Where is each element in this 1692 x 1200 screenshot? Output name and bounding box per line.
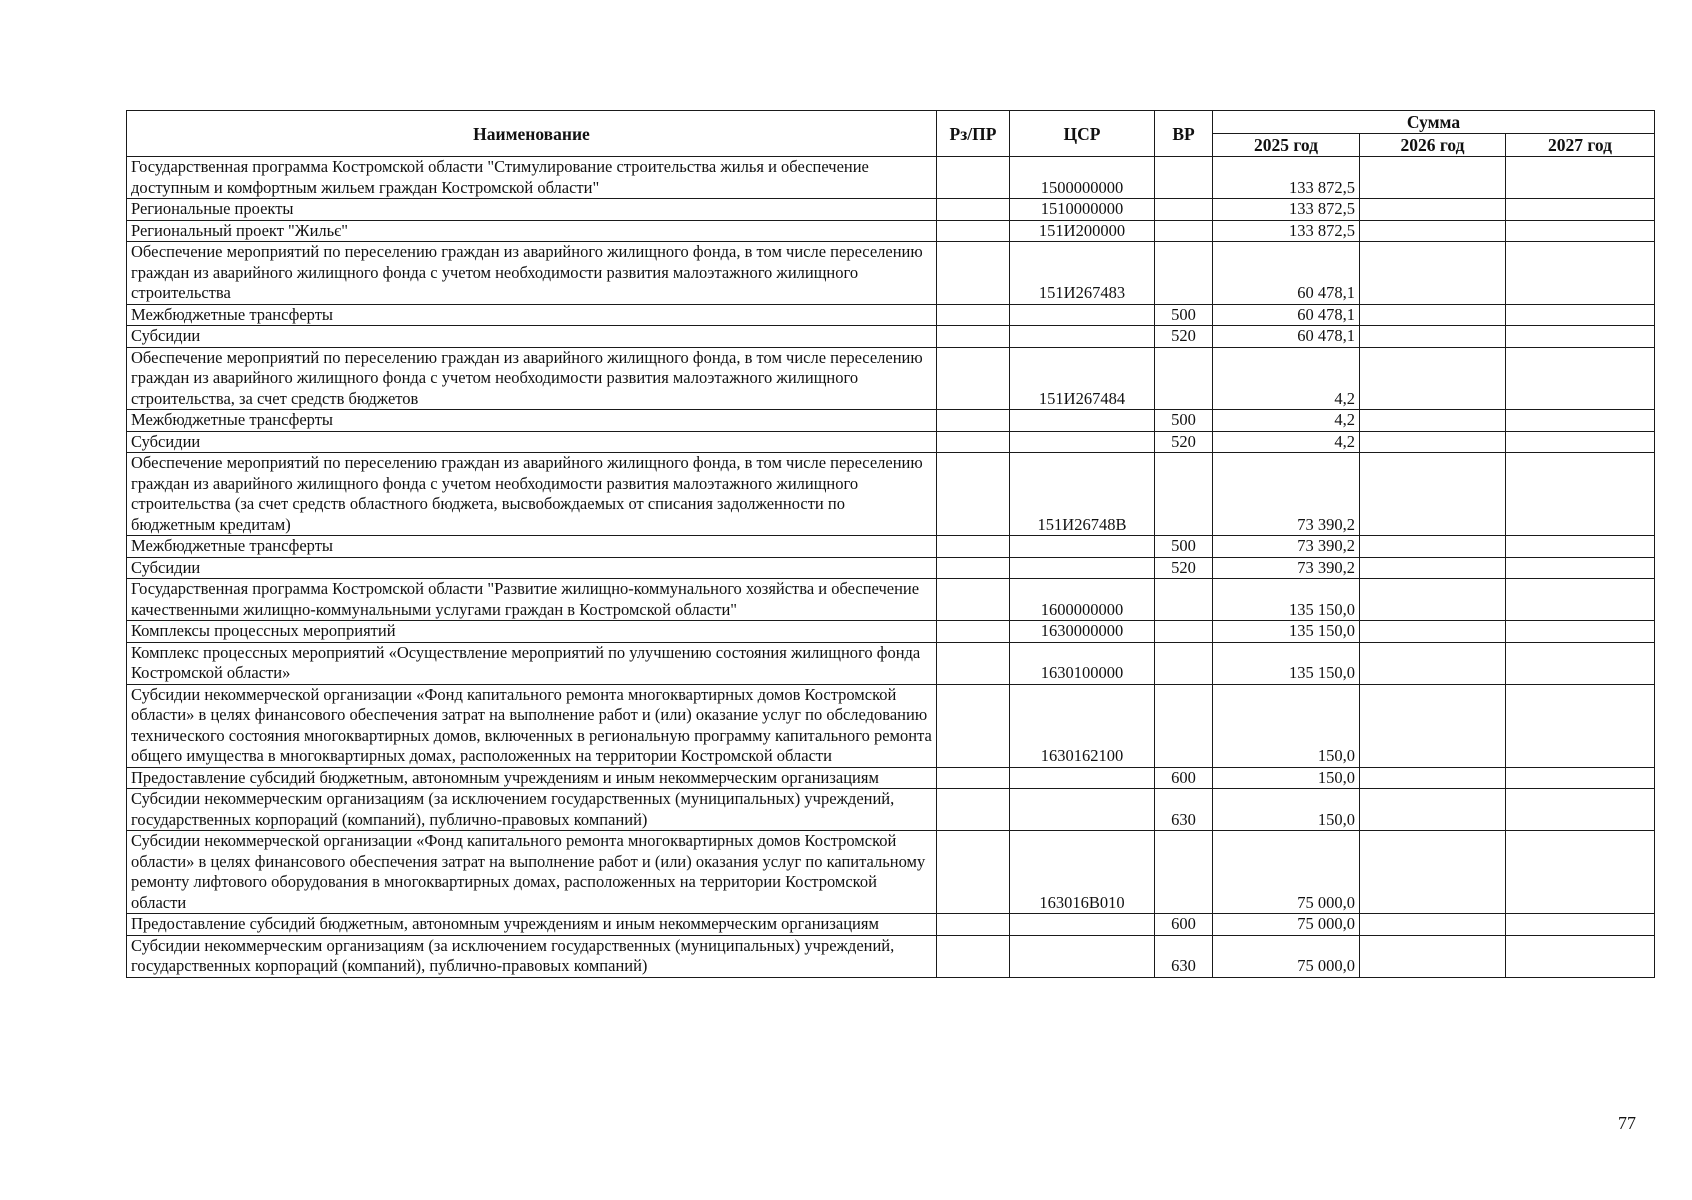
cell-2026 — [1360, 242, 1506, 305]
cell-vr — [1155, 453, 1213, 536]
cell-2027 — [1506, 410, 1655, 432]
cell-2026 — [1360, 536, 1506, 558]
table-row — [127, 347, 1655, 410]
cell-rzpr — [937, 642, 1010, 684]
cell-name: Межбюджетные трансферты — [127, 410, 937, 432]
cell-name: Комплекс процессных мероприятий «Осуществление мероприятий по улучшению состояния жилищного фонда Костромской области» — [127, 642, 937, 684]
cell-2026 — [1360, 220, 1506, 242]
cell-vr — [1155, 347, 1213, 410]
cell-name: Предоставление субсидий бюджетным, автономным учреждениям и иным некоммерческим организациям — [127, 767, 937, 789]
cell-vr: 500 — [1155, 304, 1213, 326]
cell-2026 — [1360, 157, 1506, 199]
cell-2026 — [1360, 789, 1506, 831]
cell-2025: 133 872,5 — [1213, 157, 1360, 199]
cell-2026 — [1360, 579, 1506, 621]
cell-2025: 133 872,5 — [1213, 220, 1360, 242]
cell-2026 — [1360, 453, 1506, 536]
cell-2027 — [1506, 579, 1655, 621]
cell-rzpr — [937, 347, 1010, 410]
cell-csr — [1010, 410, 1155, 432]
cell-csr — [1010, 767, 1155, 789]
cell-2027 — [1506, 242, 1655, 305]
cell-name: Обеспечение мероприятий по переселению граждан из аварийного жилищного фонда, в том числе переселению граждан из аварийного жилищного фонда с учетом необходимости развития малоэтажного жилищного строительства — [127, 242, 937, 305]
cell-csr — [1010, 431, 1155, 453]
cell-name: Региональный проект "Жильє" — [127, 220, 937, 242]
cell-rzpr — [937, 831, 1010, 914]
table-row — [127, 157, 1655, 199]
cell-2026 — [1360, 684, 1506, 767]
cell-name: Межбюджетные трансферты — [127, 304, 937, 326]
cell-2025: 75 000,0 — [1213, 914, 1360, 936]
cell-name: Субсидии — [127, 431, 937, 453]
cell-rzpr — [937, 453, 1010, 536]
cell-2027 — [1506, 347, 1655, 410]
cell-csr — [1010, 789, 1155, 831]
cell-csr — [1010, 536, 1155, 558]
cell-vr — [1155, 684, 1213, 767]
cell-csr: 1510000000 — [1010, 199, 1155, 221]
cell-vr — [1155, 831, 1213, 914]
cell-rzpr — [937, 431, 1010, 453]
cell-csr: 151И267483 — [1010, 242, 1155, 305]
cell-name: Субсидии — [127, 326, 937, 348]
header-vr: ВР — [1155, 111, 1213, 157]
cell-2026 — [1360, 557, 1506, 579]
table-row — [127, 453, 1655, 536]
cell-2027 — [1506, 831, 1655, 914]
cell-csr: 151И200000 — [1010, 220, 1155, 242]
table-row — [127, 831, 1655, 914]
table-row — [127, 410, 1655, 432]
cell-2025: 4,2 — [1213, 431, 1360, 453]
cell-vr: 500 — [1155, 536, 1213, 558]
cell-name: Субсидии — [127, 557, 937, 579]
cell-csr — [1010, 304, 1155, 326]
cell-2027 — [1506, 621, 1655, 643]
table-row — [127, 684, 1655, 767]
cell-vr: 630 — [1155, 935, 1213, 977]
cell-2027 — [1506, 536, 1655, 558]
cell-csr — [1010, 935, 1155, 977]
cell-csr: 1500000000 — [1010, 157, 1155, 199]
header-year-2025: 2025 год — [1213, 134, 1360, 157]
cell-rzpr — [937, 579, 1010, 621]
cell-rzpr — [937, 935, 1010, 977]
cell-2026 — [1360, 304, 1506, 326]
cell-csr — [1010, 326, 1155, 348]
cell-2027 — [1506, 326, 1655, 348]
cell-2025: 4,2 — [1213, 347, 1360, 410]
header-row-1 — [127, 111, 1655, 134]
cell-2027 — [1506, 767, 1655, 789]
cell-vr: 520 — [1155, 557, 1213, 579]
cell-2025: 135 150,0 — [1213, 579, 1360, 621]
cell-2027 — [1506, 789, 1655, 831]
cell-2025: 60 478,1 — [1213, 304, 1360, 326]
cell-rzpr — [937, 326, 1010, 348]
cell-rzpr — [937, 410, 1010, 432]
cell-csr — [1010, 914, 1155, 936]
header-csr: ЦСР — [1010, 111, 1155, 157]
cell-csr: 1600000000 — [1010, 579, 1155, 621]
table-row — [127, 242, 1655, 305]
cell-2026 — [1360, 347, 1506, 410]
cell-2026 — [1360, 621, 1506, 643]
cell-rzpr — [937, 199, 1010, 221]
cell-2025: 60 478,1 — [1213, 242, 1360, 305]
cell-csr: 151И267484 — [1010, 347, 1155, 410]
table-row — [127, 536, 1655, 558]
header-year-2027: 2027 год — [1506, 134, 1655, 157]
cell-name: Обеспечение мероприятий по переселению граждан из аварийного жилищного фонда, в том числе переселению граждан из аварийного жилищного фонда с учетом необходимости развития малоэтажного жилищного строительства (за счет средств областного бюджета, высвобождаемых от списания задолженности по бюджетным кредитам) — [127, 453, 937, 536]
table-row — [127, 304, 1655, 326]
cell-vr: 520 — [1155, 431, 1213, 453]
cell-2027 — [1506, 642, 1655, 684]
cell-2025: 73 390,2 — [1213, 536, 1360, 558]
table-row — [127, 935, 1655, 977]
table-row — [127, 621, 1655, 643]
header-name: Наименование — [127, 111, 937, 157]
cell-name: Субсидии некоммерческой организации «Фонд капитального ремонта многоквартирных домов Костромской области» в целях финансового обеспечения затрат на выполнение работ и (или) оказания услуг по капитальному ремонту лифтового оборудования в многоквартирных домах, расположенных на территории Костромской области — [127, 831, 937, 914]
cell-2026 — [1360, 326, 1506, 348]
cell-name: Государственная программа Костромской области "Стимулирование строительства жилья и обеспечение доступным и комфортным жильем граждан Костромской области" — [127, 157, 937, 199]
cell-name: Субсидии некоммерческим организациям (за исключением государственных (муниципальных) учреждений, государственных корпораций (компаний), публично-правовых компаний) — [127, 935, 937, 977]
cell-2026 — [1360, 642, 1506, 684]
cell-vr — [1155, 621, 1213, 643]
cell-vr: 600 — [1155, 914, 1213, 936]
cell-2025: 135 150,0 — [1213, 642, 1360, 684]
cell-rzpr — [937, 157, 1010, 199]
cell-2025: 133 872,5 — [1213, 199, 1360, 221]
table-row — [127, 326, 1655, 348]
cell-csr: 1630100000 — [1010, 642, 1155, 684]
cell-rzpr — [937, 789, 1010, 831]
cell-name: Предоставление субсидий бюджетным, автономным учреждениям и иным некоммерческим организациям — [127, 914, 937, 936]
cell-rzpr — [937, 304, 1010, 326]
cell-2026 — [1360, 767, 1506, 789]
cell-csr: 1630000000 — [1010, 621, 1155, 643]
cell-2025: 150,0 — [1213, 684, 1360, 767]
cell-name: Комплексы процессных мероприятий — [127, 621, 937, 643]
table-row — [127, 767, 1655, 789]
cell-csr: 163016В010 — [1010, 831, 1155, 914]
cell-rzpr — [937, 536, 1010, 558]
cell-2025: 75 000,0 — [1213, 935, 1360, 977]
cell-2026 — [1360, 199, 1506, 221]
cell-vr: 630 — [1155, 789, 1213, 831]
cell-2025: 73 390,2 — [1213, 453, 1360, 536]
cell-vr: 500 — [1155, 410, 1213, 432]
cell-name: Обеспечение мероприятий по переселению граждан из аварийного жилищного фонда, в том числе переселению граждан из аварийного жилищного фонда с учетом необходимости развития малоэтажного жилищного строительства, за счет средств бюджетов — [127, 347, 937, 410]
cell-2027 — [1506, 431, 1655, 453]
cell-vr — [1155, 242, 1213, 305]
header-year-2026: 2026 год — [1360, 134, 1506, 157]
cell-2027 — [1506, 914, 1655, 936]
cell-rzpr — [937, 557, 1010, 579]
cell-name: Субсидии некоммерческой организации «Фонд капитального ремонта многоквартирных домов Костромской области» в целях финансового обеспечения затрат на выполнение работ и (или) оказание услуг по обследованию технического состояния многоквартирных домов, включенных в региональную программу капитального ремонта общего имущества в многоквартирных домах, расположенных на территории Костромской области — [127, 684, 937, 767]
budget-table — [126, 110, 1655, 978]
table-row — [127, 914, 1655, 936]
table-row — [127, 642, 1655, 684]
cell-2026 — [1360, 914, 1506, 936]
cell-2025: 135 150,0 — [1213, 621, 1360, 643]
cell-2027 — [1506, 453, 1655, 536]
cell-vr — [1155, 220, 1213, 242]
table-body — [127, 157, 1655, 978]
cell-csr: 1630162100 — [1010, 684, 1155, 767]
cell-vr — [1155, 199, 1213, 221]
table-row — [127, 557, 1655, 579]
table-row — [127, 431, 1655, 453]
cell-vr — [1155, 157, 1213, 199]
cell-2025: 4,2 — [1213, 410, 1360, 432]
table-row — [127, 199, 1655, 221]
table-row — [127, 220, 1655, 242]
cell-rzpr — [937, 242, 1010, 305]
cell-vr — [1155, 579, 1213, 621]
cell-vr: 520 — [1155, 326, 1213, 348]
table-row — [127, 579, 1655, 621]
cell-2025: 60 478,1 — [1213, 326, 1360, 348]
cell-name: Межбюджетные трансферты — [127, 536, 937, 558]
header-rzpr: Рз/ПР — [937, 111, 1010, 157]
header-sum: Сумма — [1213, 111, 1655, 134]
cell-2026 — [1360, 831, 1506, 914]
cell-2027 — [1506, 935, 1655, 977]
cell-2025: 75 000,0 — [1213, 831, 1360, 914]
cell-2027 — [1506, 557, 1655, 579]
cell-2026 — [1360, 935, 1506, 977]
cell-2027 — [1506, 157, 1655, 199]
table-row — [127, 789, 1655, 831]
cell-rzpr — [937, 621, 1010, 643]
cell-rzpr — [937, 767, 1010, 789]
cell-2025: 73 390,2 — [1213, 557, 1360, 579]
cell-vr: 600 — [1155, 767, 1213, 789]
cell-2026 — [1360, 410, 1506, 432]
cell-name: Субсидии некоммерческим организациям (за исключением государственных (муниципальных) учреждений, государственных корпораций (компаний), публично-правовых компаний) — [127, 789, 937, 831]
cell-rzpr — [937, 684, 1010, 767]
cell-csr — [1010, 557, 1155, 579]
cell-csr: 151И26748В — [1010, 453, 1155, 536]
cell-2027 — [1506, 684, 1655, 767]
cell-vr — [1155, 642, 1213, 684]
page-number: 77 — [1618, 1113, 1636, 1133]
cell-2025: 150,0 — [1213, 767, 1360, 789]
cell-2025: 150,0 — [1213, 789, 1360, 831]
cell-name: Государственная программа Костромской области "Развитие жилищно-коммунального хозяйства и обеспечение качественными жилищно-коммунальными услугами граждан в Костромской области" — [127, 579, 937, 621]
cell-2026 — [1360, 431, 1506, 453]
cell-2027 — [1506, 304, 1655, 326]
cell-2027 — [1506, 220, 1655, 242]
cell-rzpr — [937, 220, 1010, 242]
cell-2027 — [1506, 199, 1655, 221]
cell-name: Региональные проекты — [127, 199, 937, 221]
table-header — [127, 111, 1655, 157]
cell-rzpr — [937, 914, 1010, 936]
